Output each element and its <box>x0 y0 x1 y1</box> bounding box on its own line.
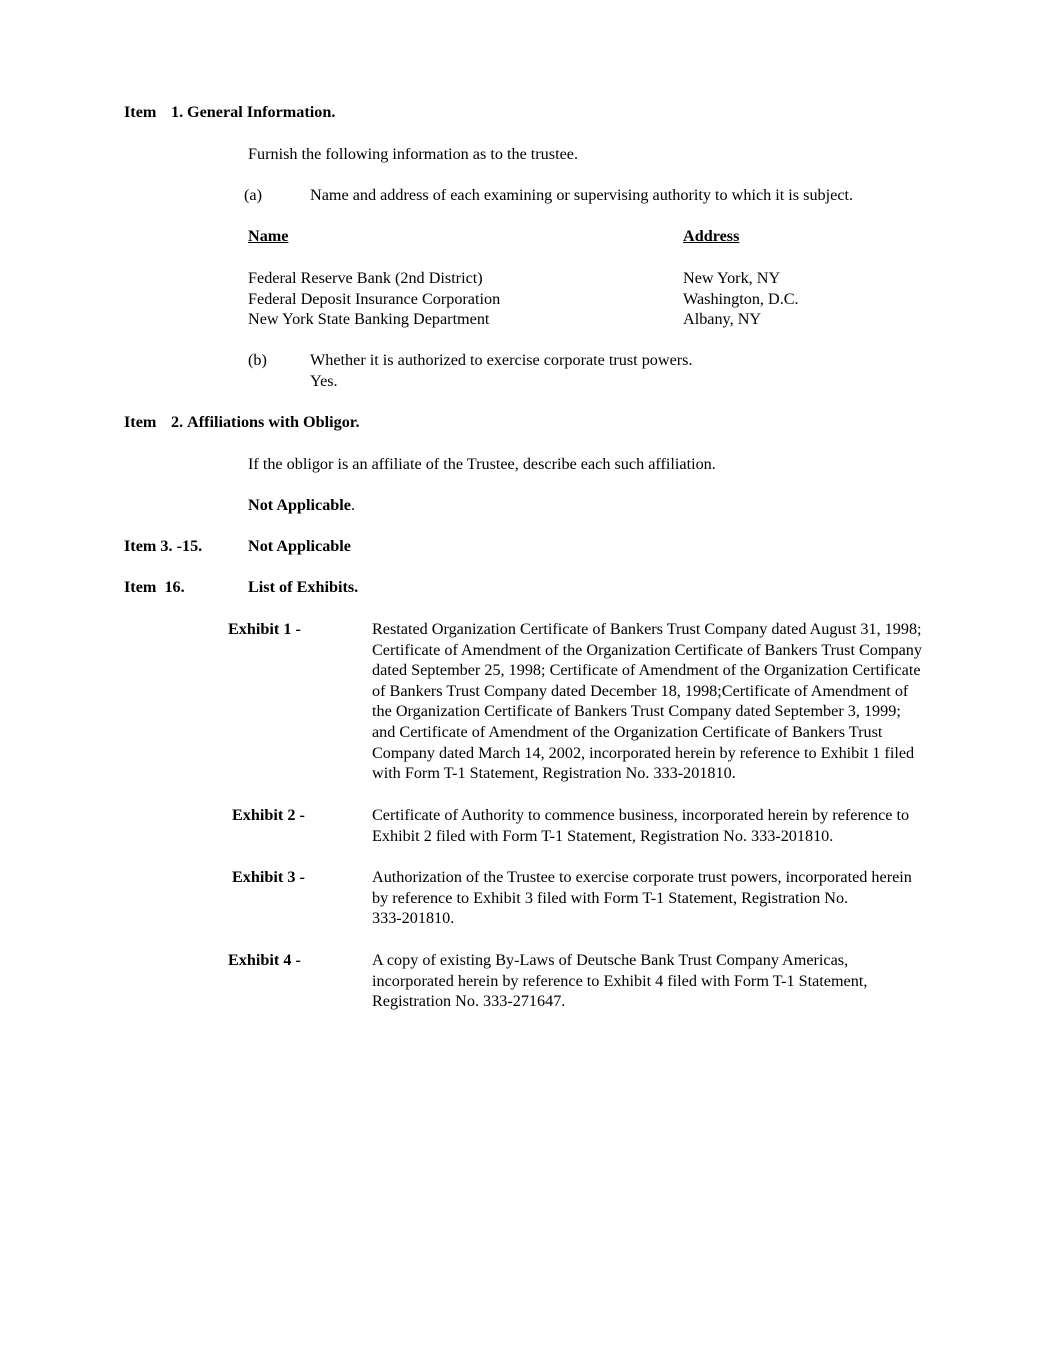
exhibit-line: with Form T-1 Statement, Registration No. 333-201810. <box>372 764 736 783</box>
exhibit-line: Certificate of Amendment of the Organization Certificate of Bankers Trust Company <box>372 640 922 659</box>
table-header-name: Name <box>248 227 289 245</box>
exhibit-label: Exhibit 1 - <box>228 620 301 638</box>
exhibit-description <box>372 867 912 929</box>
item2-number: 2. <box>171 413 184 431</box>
exhibit-line: Authorization of the Trustee to exercise corporate trust powers, incorporated herein <box>372 868 912 886</box>
item1-number: 1. <box>171 103 184 121</box>
exhibit-line: A copy of existing By-Laws of Deutsche Bank Trust Company Americas, <box>372 951 849 969</box>
table-row-address: New York, NY <box>683 269 781 287</box>
exhibit-description <box>372 950 867 1012</box>
exhibit-line: incorporated herein by reference to Exhibit 4 filed with Form T-1 Statement, <box>372 971 868 990</box>
exhibit-line: by reference to Exhibit 3 filed with Form T-1 Statement, Registration No. <box>372 888 849 907</box>
item1-a-text: Name and address of each examining or supervising authority to which it is subject. <box>310 186 854 204</box>
exhibit-label: Exhibit 2 - <box>232 806 305 824</box>
item2-title: Affiliations with Obligor. <box>187 413 360 431</box>
table-row-name: Federal Deposit Insurance Corporation <box>248 290 501 308</box>
item1-intro: Furnish the following information as to the trustee. <box>248 145 578 163</box>
item1-b-marker: (b) <box>248 351 267 369</box>
item16-title: List of Exhibits. <box>248 578 359 596</box>
table-row-name: Federal Reserve Bank (2nd District) <box>248 269 483 287</box>
item2-answer <box>248 495 355 516</box>
item1-label: Item <box>124 103 157 121</box>
item1-b-text: Whether it is authorized to exercise corporate trust powers. <box>310 351 693 369</box>
table-row-address: Washington, D.C. <box>683 290 799 308</box>
exhibit-line: Certificate of Authority to commence business, incorporated herein by reference to <box>372 806 910 824</box>
item1-a-marker: (a) <box>244 186 262 204</box>
exhibit-line: of Bankers Trust Company dated December 18, 1998;Certificate of Amendment of <box>372 681 909 700</box>
exhibit-line: Registration No. 333-271647. <box>372 992 566 1011</box>
table-row-name: New York State Banking Department <box>248 310 490 328</box>
exhibit-description <box>372 619 922 784</box>
item2-label: Item <box>124 413 157 431</box>
item2-answer-period: . <box>350 496 356 514</box>
exhibit-line: and Certificate of Amendment of the Organization Certificate of Bankers Trust <box>372 722 883 741</box>
exhibit-line: dated September 25, 1998; Certificate of Amendment of the Organization Certificate <box>372 661 921 680</box>
table-row-address: Albany, NY <box>683 310 762 328</box>
exhibit-label: Exhibit 3 - <box>232 868 305 886</box>
exhibit-line: the Organization Certificate of Bankers Trust Company dated September 3, 1999; <box>372 702 901 721</box>
exhibit-line: Exhibit 2 filed with Form T-1 Statement, Registration No. 333-201810. <box>372 826 834 845</box>
item3-15-text: Not Applicable <box>248 537 351 555</box>
item1-title: General Information. <box>187 103 336 121</box>
item3-15-label: Item 3. -15. <box>124 537 203 555</box>
item1-b-answer: Yes. <box>310 372 338 390</box>
exhibit-line: 333-201810. <box>372 909 455 928</box>
exhibit-line: Restated Organization Certificate of Bankers Trust Company dated August 31, 1998; <box>372 620 922 638</box>
item16-label: Item 16. <box>124 578 185 596</box>
item2-answer-bold: Not Applicable <box>248 496 351 514</box>
exhibit-label: Exhibit 4 - <box>228 951 301 969</box>
table-header-address: Address <box>683 227 740 245</box>
item2-text: If the obligor is an affiliate of the Trustee, describe each such affiliation. <box>248 455 716 473</box>
exhibit-description <box>372 805 909 846</box>
exhibit-line: Company dated March 14, 2002, incorporated herein by reference to Exhibit 1 filed <box>372 743 915 762</box>
